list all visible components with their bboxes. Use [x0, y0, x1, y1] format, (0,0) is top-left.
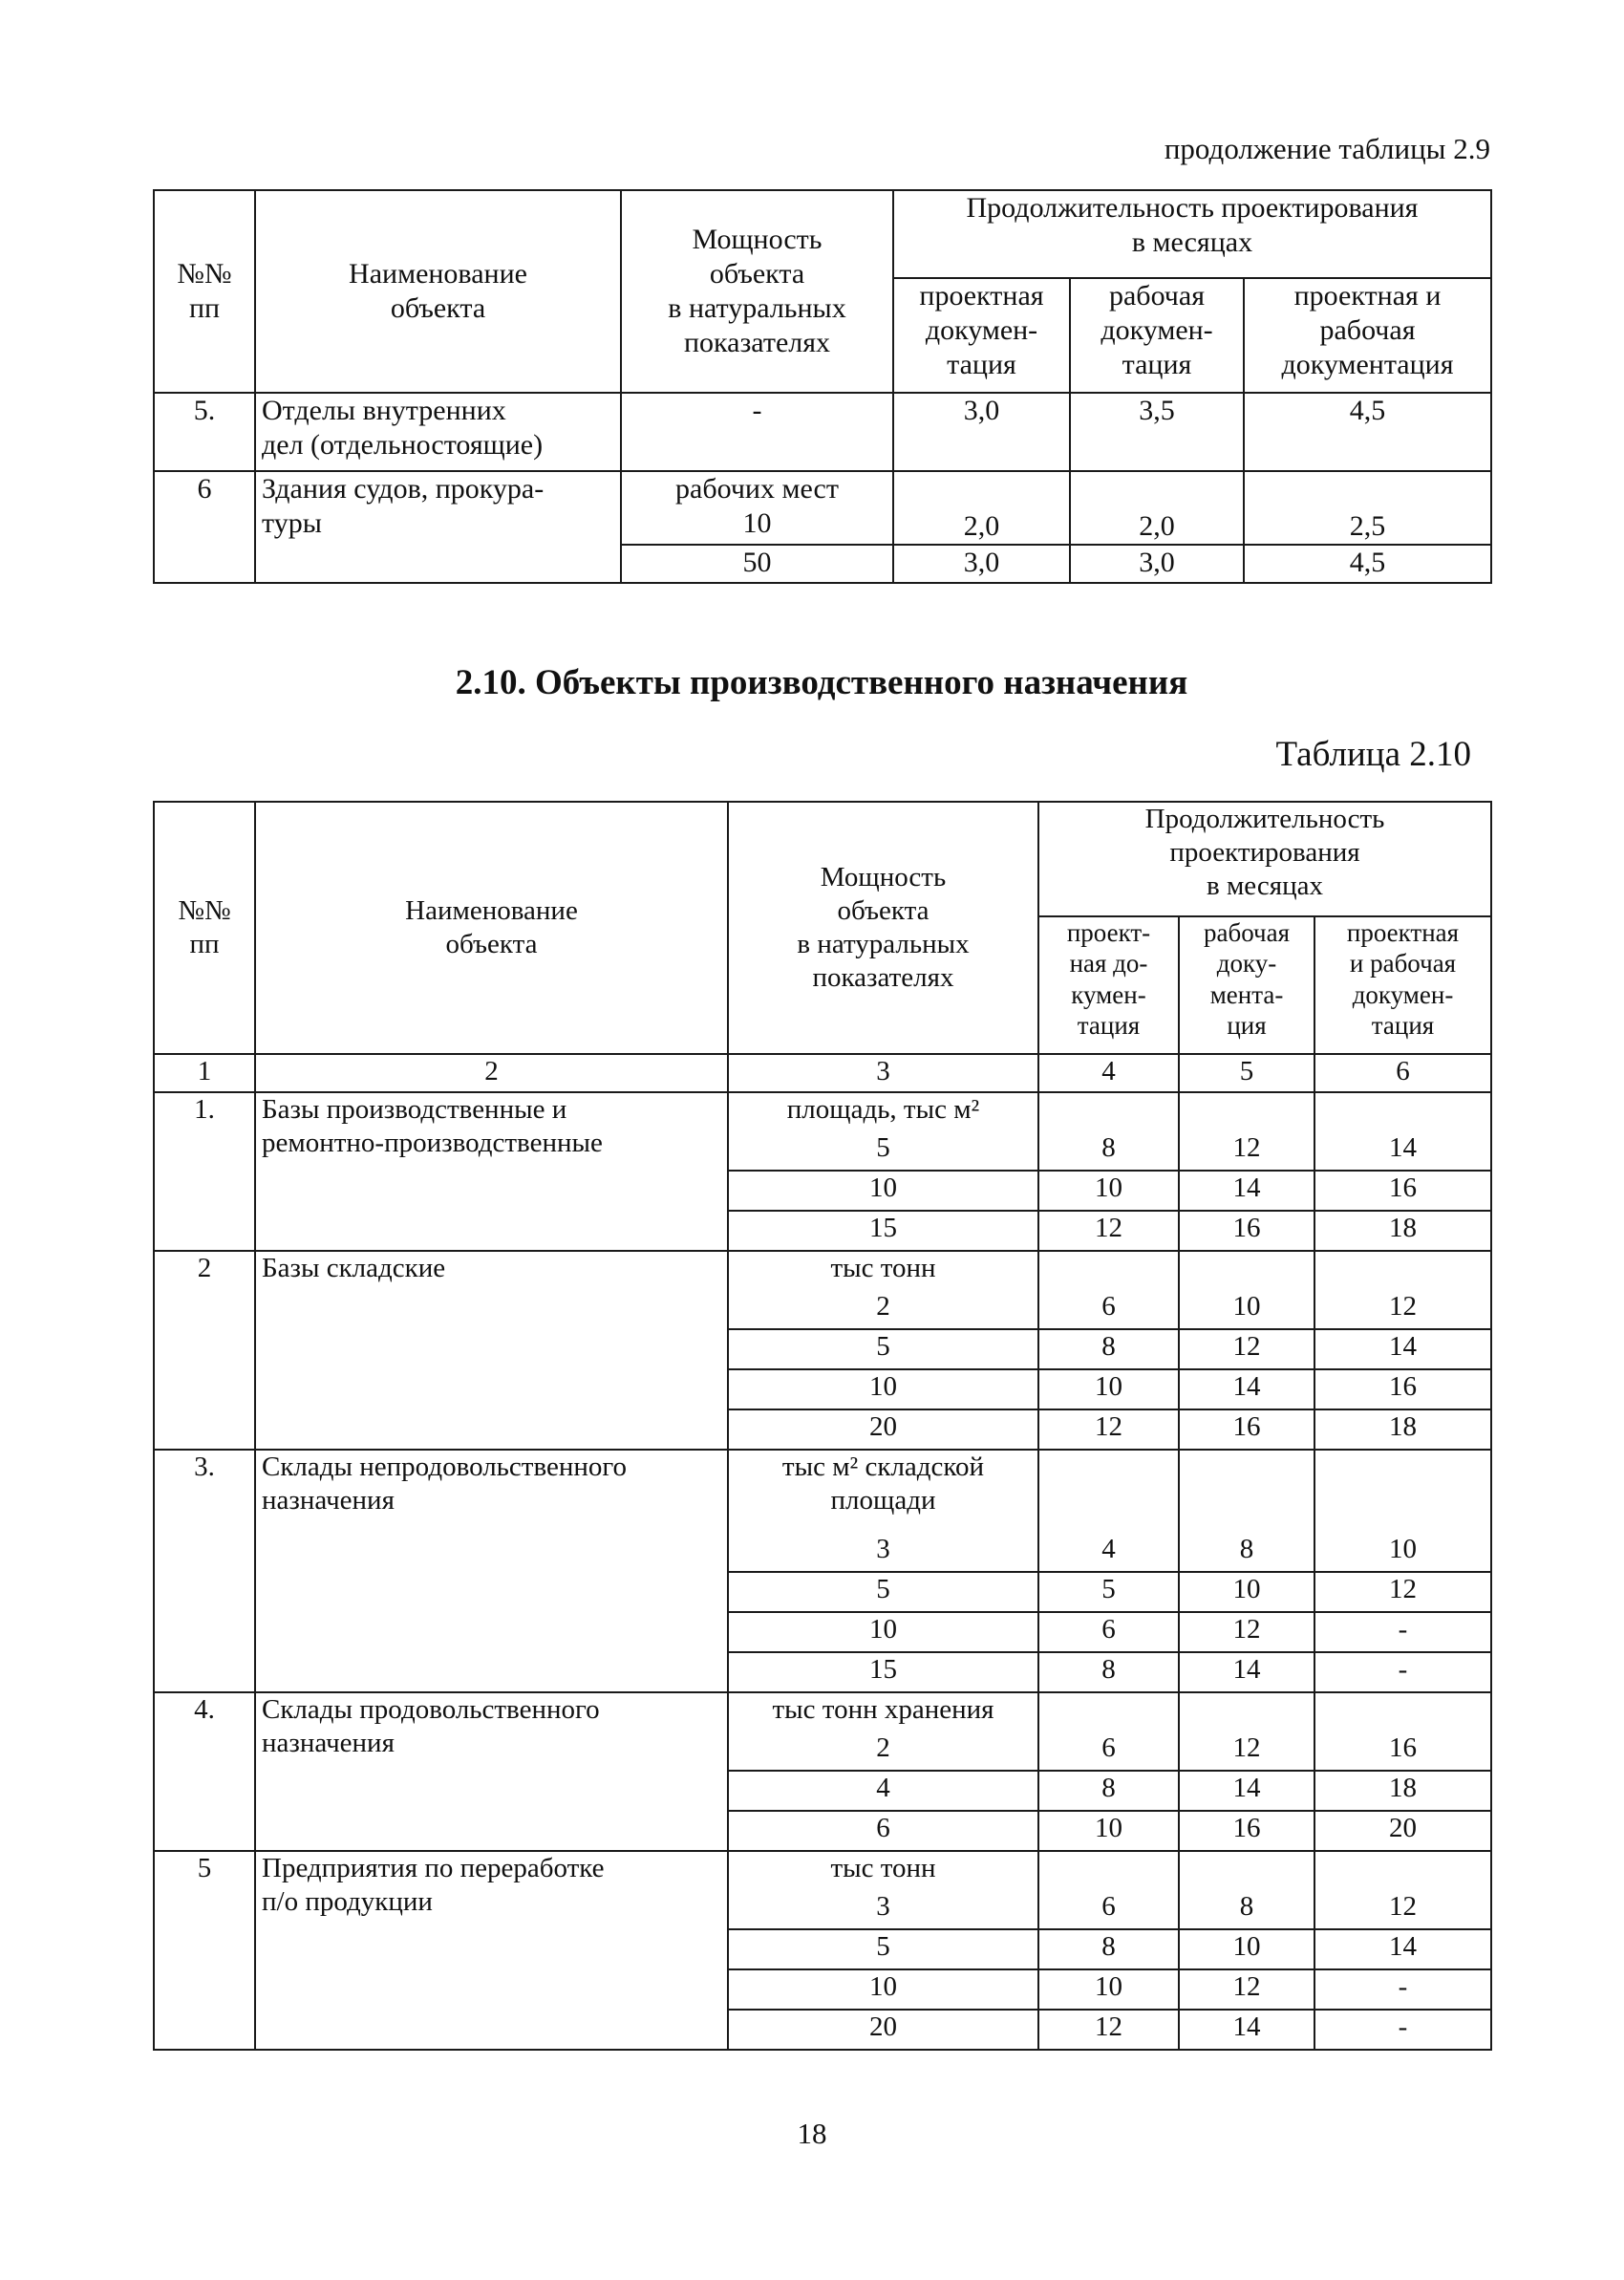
row-work: 14: [1179, 1771, 1314, 1811]
row-work: 12: [1179, 1329, 1314, 1369]
continuation-label: продолжение таблицы 2.9: [1164, 132, 1490, 165]
table-row: [154, 471, 1491, 545]
row-both: 16: [1314, 1369, 1491, 1409]
empty-cell: [1038, 1450, 1179, 1533]
empty-cell: [1314, 1251, 1491, 1290]
row-both: 14: [1314, 1329, 1491, 1369]
header-work-doc: рабочая доку- мента- ция: [1179, 916, 1314, 1054]
row-design: 6: [1038, 1612, 1179, 1652]
row-capacity: 10: [728, 1612, 1038, 1652]
row-design: 3,0: [893, 393, 1070, 471]
row-design: 6: [1038, 1890, 1179, 1929]
row-name: Склады непродовольственного назначения: [255, 1450, 728, 1692]
row-design: 6: [1038, 1290, 1179, 1329]
header-both-doc: проектная и рабочая докумен- тация: [1314, 916, 1491, 1054]
empty-cell: [1038, 1092, 1179, 1131]
row-capacity: 10: [728, 1369, 1038, 1409]
row-both: 12: [1314, 1890, 1491, 1929]
row-capacity: 2: [728, 1290, 1038, 1329]
row-work: 10: [1179, 1929, 1314, 1969]
row-capacity: [621, 471, 893, 545]
capacity-value: 10: [742, 507, 772, 539]
column-number: 4: [1038, 1054, 1179, 1092]
row-work: 16: [1179, 1211, 1314, 1251]
row-design: 2,0: [893, 471, 1070, 545]
row-work: 8: [1179, 1890, 1314, 1929]
row-design: 8: [1038, 1771, 1179, 1811]
row-work: 3,0: [1070, 545, 1244, 583]
header-num: №№ пп: [154, 802, 255, 1054]
row-design: 12: [1038, 1211, 1179, 1251]
empty-cell: [1314, 1692, 1491, 1732]
row-design: 6: [1038, 1732, 1179, 1771]
row-name: Отделы внутренних дел (отдельностоящие): [255, 393, 621, 471]
table-2-9: [153, 189, 1492, 584]
column-number: 3: [728, 1054, 1038, 1092]
header-both-doc: проектная и рабочая документация: [1244, 278, 1491, 393]
row-capacity: 5: [728, 1929, 1038, 1969]
row-num: 5: [154, 1851, 255, 2050]
row-both: -: [1314, 1652, 1491, 1692]
row-both: 12: [1314, 1572, 1491, 1612]
row-both: -: [1314, 1969, 1491, 2010]
header-duration: Продолжительность проектирования в месяцах: [893, 190, 1491, 278]
empty-cell: [1038, 1251, 1179, 1290]
row-name: Здания судов, прокура- туры: [255, 471, 621, 583]
row-both: -: [1314, 2010, 1491, 2050]
row-num: 4.: [154, 1692, 255, 1851]
row-capacity: 20: [728, 1409, 1038, 1450]
row-design: 10: [1038, 1369, 1179, 1409]
row-both: 18: [1314, 1409, 1491, 1450]
row-design: 10: [1038, 1171, 1179, 1211]
row-capacity: 50: [621, 545, 893, 583]
row-work: 14: [1179, 1171, 1314, 1211]
row-work: 2,0: [1070, 471, 1244, 545]
row-design: 12: [1038, 1409, 1179, 1450]
row-name: Базы производственные и ремонтно-производственные: [255, 1092, 728, 1251]
empty-cell: [1179, 1450, 1314, 1533]
header-row: [154, 190, 1491, 278]
header-design-doc: проект- ная до- кумен- тация: [1038, 916, 1179, 1054]
empty-cell: [1038, 1851, 1179, 1890]
row-both: 14: [1314, 1929, 1491, 1969]
row-design: 8: [1038, 1131, 1179, 1171]
header-row: [154, 802, 1491, 916]
row-both: 12: [1314, 1290, 1491, 1329]
column-number: 2: [255, 1054, 728, 1092]
row-capacity: 5: [728, 1572, 1038, 1612]
row-both: 20: [1314, 1811, 1491, 1851]
row-work: 16: [1179, 1409, 1314, 1450]
empty-cell: [1179, 1851, 1314, 1890]
row-capacity: 5: [728, 1329, 1038, 1369]
row-capacity: 15: [728, 1652, 1038, 1692]
row-design: 4: [1038, 1533, 1179, 1572]
row-design: 3,0: [893, 545, 1070, 583]
column-number: 5: [1179, 1054, 1314, 1092]
row-design: 12: [1038, 2010, 1179, 2050]
row-work: 12: [1179, 1969, 1314, 2010]
capacity-unit: тыс тонн: [728, 1851, 1038, 1890]
row-design: 8: [1038, 1929, 1179, 1969]
row-name: Склады продовольственного назначения: [255, 1692, 728, 1851]
capacity-unit: площадь, тыс м²: [728, 1092, 1038, 1131]
row-capacity: 6: [728, 1811, 1038, 1851]
row-capacity: 5: [728, 1131, 1038, 1171]
column-number: 1: [154, 1054, 255, 1092]
empty-cell: [1038, 1692, 1179, 1732]
capacity-unit: рабочих мест: [675, 473, 839, 505]
row-num: 1.: [154, 1092, 255, 1251]
row-both: 10: [1314, 1533, 1491, 1572]
table-label: Таблица 2.10: [1275, 735, 1471, 774]
row-work: 8: [1179, 1533, 1314, 1572]
row-capacity: 10: [728, 1171, 1038, 1211]
row-both: 18: [1314, 1211, 1491, 1251]
row-work: 14: [1179, 1369, 1314, 1409]
empty-cell: [1314, 1092, 1491, 1131]
empty-cell: [1314, 1851, 1491, 1890]
group-row: [154, 1851, 1491, 1890]
row-num: 5.: [154, 393, 255, 471]
row-both: 18: [1314, 1771, 1491, 1811]
row-work: 14: [1179, 1652, 1314, 1692]
row-work: 3,5: [1070, 393, 1244, 471]
row-work: 10: [1179, 1290, 1314, 1329]
section-title: 2.10. Объекты производственного назначения: [455, 663, 1188, 702]
row-num: 2: [154, 1251, 255, 1450]
header-name: Наименование объекта: [255, 802, 728, 1054]
row-design: 8: [1038, 1652, 1179, 1692]
row-work: 16: [1179, 1811, 1314, 1851]
row-design: 8: [1038, 1329, 1179, 1369]
header-work-doc: рабочая докумен- тация: [1070, 278, 1244, 393]
row-work: 12: [1179, 1131, 1314, 1171]
row-work: 12: [1179, 1732, 1314, 1771]
header-capacity: Мощность объекта в натуральных показателях: [621, 190, 893, 393]
row-capacity: 4: [728, 1771, 1038, 1811]
empty-cell: [1179, 1692, 1314, 1732]
row-capacity: 3: [728, 1890, 1038, 1929]
header-design-doc: проектная докумен- тация: [893, 278, 1070, 393]
header-name: Наименование объекта: [255, 190, 621, 393]
row-work: 10: [1179, 1572, 1314, 1612]
empty-cell: [1179, 1092, 1314, 1131]
table-row: [154, 393, 1491, 471]
row-capacity: 2: [728, 1732, 1038, 1771]
row-both: 2,5: [1244, 471, 1491, 545]
row-design: 10: [1038, 1811, 1179, 1851]
column-number: 6: [1314, 1054, 1491, 1092]
empty-cell: [1314, 1450, 1491, 1533]
column-numbers-row: [154, 1054, 1491, 1092]
row-num: 3.: [154, 1450, 255, 1692]
row-name: Предприятия по переработке п/о продукции: [255, 1851, 728, 2050]
row-both: 4,5: [1244, 545, 1491, 583]
capacity-unit: тыс м² складской площади: [728, 1450, 1038, 1533]
header-duration: Продолжительность проектирования в месяцах: [1038, 802, 1491, 916]
row-work: 14: [1179, 2010, 1314, 2050]
row-name: Базы складские: [255, 1251, 728, 1450]
empty-cell: [1179, 1251, 1314, 1290]
group-row: [154, 1692, 1491, 1732]
group-row: [154, 1450, 1491, 1533]
row-both: 4,5: [1244, 393, 1491, 471]
row-num: 6: [154, 471, 255, 583]
group-row: [154, 1251, 1491, 1290]
row-design: 5: [1038, 1572, 1179, 1612]
row-capacity: 3: [728, 1533, 1038, 1572]
row-work: 12: [1179, 1612, 1314, 1652]
row-both: 16: [1314, 1171, 1491, 1211]
row-capacity: -: [621, 393, 893, 471]
row-capacity: 10: [728, 1969, 1038, 2010]
row-capacity: 15: [728, 1211, 1038, 1251]
page-number: 18: [797, 2117, 827, 2150]
row-both: 14: [1314, 1131, 1491, 1171]
capacity-unit: тыс тонн: [728, 1251, 1038, 1290]
group-row: [154, 1092, 1491, 1131]
capacity-unit: тыс тонн хранения: [728, 1692, 1038, 1732]
row-design: 10: [1038, 1969, 1179, 2010]
row-capacity: 20: [728, 2010, 1038, 2050]
table-2-10: [153, 801, 1492, 2051]
row-both: -: [1314, 1612, 1491, 1652]
header-capacity: Мощность объекта в натуральных показателях: [728, 802, 1038, 1054]
header-num: №№ пп: [154, 190, 255, 393]
row-both: 16: [1314, 1732, 1491, 1771]
